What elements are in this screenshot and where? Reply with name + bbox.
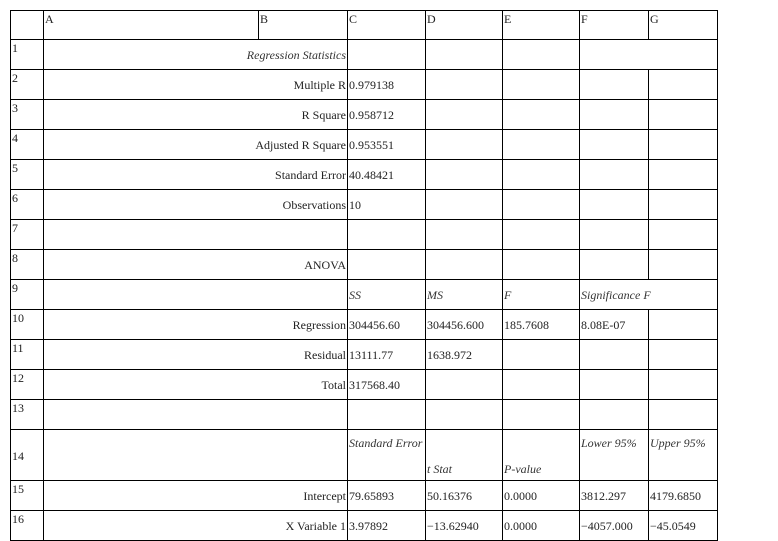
x-variable-1-lower-95[interactable]: −4057.000 [580,511,649,541]
cell[interactable] [580,370,649,400]
cell[interactable] [649,70,718,100]
table-row [11,400,718,430]
cell[interactable] [426,40,503,70]
table-row [11,511,718,541]
table-row [11,70,718,100]
observations-label[interactable]: Observations [44,190,348,220]
cell[interactable] [348,400,426,430]
cell[interactable] [426,160,503,190]
cell[interactable] [503,250,580,280]
intercept-label[interactable]: Intercept [44,481,348,511]
anova-header-f[interactable]: F [503,280,580,310]
intercept-t-stat[interactable]: 50.16376 [426,481,503,511]
row-number[interactable]: 13 [11,400,44,430]
cell[interactable] [580,340,649,370]
row-number[interactable]: 14 [11,430,44,481]
cell[interactable] [649,250,718,280]
table-row [11,100,718,130]
cell[interactable] [503,220,580,250]
cell[interactable] [426,100,503,130]
row-number[interactable]: 7 [11,220,44,250]
cell[interactable] [426,220,503,250]
column-header-a[interactable]: A [44,11,259,40]
column-header-f[interactable]: F [580,11,649,40]
row-number[interactable]: 6 [11,190,44,220]
corner-cell[interactable] [11,11,44,40]
intercept-standard-error[interactable]: 79.65893 [348,481,426,511]
anova-header-ms[interactable]: MS [426,280,503,310]
cell[interactable] [649,400,718,430]
coef-header-lower-95[interactable]: Lower 95% [580,430,649,481]
row-number[interactable]: 16 [11,511,44,541]
x-variable-1-upper-95[interactable]: −45.0549 [649,511,718,541]
table-row [11,370,718,400]
cell[interactable] [503,190,580,220]
cell[interactable] [426,70,503,100]
row-number[interactable]: 9 [11,280,44,310]
anova-regression-ms[interactable]: 304456.600 [426,310,503,340]
cell[interactable] [348,40,426,70]
x-variable-1-label[interactable]: X Variable 1 [44,511,348,541]
coef-header-p-value[interactable]: P-value [503,430,580,481]
row-number[interactable]: 3 [11,100,44,130]
cell[interactable] [649,100,718,130]
table-row [11,280,718,310]
x-variable-1-standard-error[interactable]: 3.97892 [348,511,426,541]
anova-total-label[interactable]: Total [44,370,348,400]
x-variable-1-p-value[interactable]: 0.0000 [503,511,580,541]
row-number[interactable]: 1 [11,40,44,70]
row-number[interactable]: 2 [11,70,44,100]
multiple-r-value[interactable]: 0.979138 [348,70,426,100]
cell[interactable] [44,430,348,481]
table-row [11,190,718,220]
cell[interactable] [426,400,503,430]
anova-regression-significance-f[interactable]: 8.08E-07 [580,310,649,340]
x-variable-1-t-stat[interactable]: −13.62940 [426,511,503,541]
standard-error-value[interactable]: 40.48421 [348,160,426,190]
cell[interactable] [649,340,718,370]
cell[interactable] [503,100,580,130]
anova-title[interactable]: ANOVA [44,250,348,280]
cell[interactable] [426,250,503,280]
cell[interactable] [580,40,718,70]
cell[interactable] [580,190,649,220]
row-number[interactable]: 12 [11,370,44,400]
column-header-row [11,11,718,40]
cell[interactable] [348,220,426,250]
cell[interactable] [503,340,580,370]
cell[interactable] [580,100,649,130]
cell[interactable] [426,190,503,220]
row-number[interactable]: 15 [11,481,44,511]
cell[interactable] [44,400,348,430]
cell[interactable] [44,220,348,250]
anova-residual-ss[interactable]: 13111.77 [348,340,426,370]
anova-residual-ms[interactable]: 1638.972 [426,340,503,370]
anova-regression-f[interactable]: 185.7608 [503,310,580,340]
cell[interactable] [649,310,718,340]
cell[interactable] [503,370,580,400]
anova-regression-ss[interactable]: 304456.60 [348,310,426,340]
row-number[interactable]: 10 [11,310,44,340]
table-row [11,160,718,190]
observations-value[interactable]: 10 [348,190,426,220]
cell[interactable] [503,400,580,430]
column-header-c[interactable]: C [348,11,426,40]
cell[interactable] [503,160,580,190]
cell[interactable] [649,130,718,160]
coef-header-standard-error[interactable]: Standard Error [348,430,426,481]
cell[interactable] [348,250,426,280]
cell[interactable] [503,70,580,100]
intercept-p-value[interactable]: 0.0000 [503,481,580,511]
row-number[interactable]: 8 [11,250,44,280]
r-square-value[interactable]: 0.958712 [348,100,426,130]
table-row [11,40,718,70]
anova-header-ss[interactable]: SS [348,280,426,310]
cell[interactable] [44,280,348,310]
anova-header-significance-f[interactable]: Significance F [580,280,718,310]
intercept-lower-95[interactable]: 3812.297 [580,481,649,511]
adjusted-r-square-label[interactable]: Adjusted R Square [44,130,348,160]
cell[interactable] [649,160,718,190]
anova-regression-label[interactable]: Regression [44,310,348,340]
row-number[interactable]: 4 [11,130,44,160]
intercept-upper-95[interactable]: 4179.6850 [649,481,718,511]
coef-header-t-stat[interactable]: t Stat [426,430,503,481]
table-row [11,220,718,250]
cell[interactable] [580,130,649,160]
row-number[interactable]: 5 [11,160,44,190]
cell[interactable] [426,130,503,160]
regression-output-sheet [10,10,718,541]
multiple-r-label[interactable]: Multiple R [44,70,348,100]
cell[interactable] [426,370,503,400]
standard-error-label[interactable]: Standard Error [44,160,348,190]
table-row [11,430,718,481]
anova-total-ss[interactable]: 317568.40 [348,370,426,400]
table-row [11,250,718,280]
column-header-e[interactable]: E [503,11,580,40]
cell[interactable] [503,40,580,70]
cell[interactable] [580,250,649,280]
adjusted-r-square-value[interactable]: 0.953551 [348,130,426,160]
column-header-d[interactable]: D [426,11,503,40]
table-row [11,481,718,511]
column-header-g[interactable]: G [649,11,718,40]
table-row [11,310,718,340]
r-square-label[interactable]: R Square [44,100,348,130]
regression-statistics-title[interactable]: Regression Statistics [44,40,348,70]
coef-header-upper-95[interactable]: Upper 95% [649,430,718,481]
cell[interactable] [580,400,649,430]
column-header-b[interactable]: B [259,11,348,40]
table-row [11,340,718,370]
cell[interactable] [580,160,649,190]
cell[interactable] [503,130,580,160]
cell[interactable] [649,370,718,400]
cell[interactable] [580,70,649,100]
cell[interactable] [649,190,718,220]
anova-residual-label[interactable]: Residual [44,340,348,370]
table-row [11,130,718,160]
cell[interactable] [580,220,649,250]
row-number[interactable]: 11 [11,340,44,370]
cell[interactable] [649,220,718,250]
